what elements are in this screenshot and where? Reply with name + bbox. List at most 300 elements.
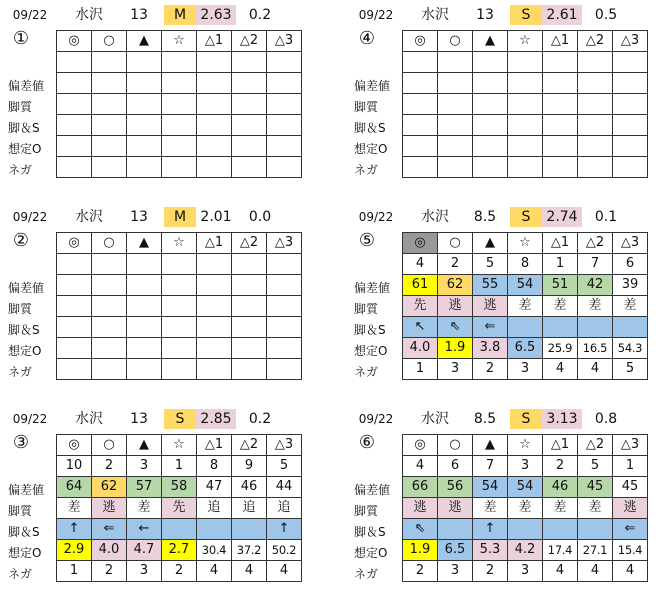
hensa-cell[interactable]: 64 [57, 477, 92, 498]
position-cell[interactable]: ↑ [57, 519, 92, 540]
nega-cell[interactable]: 3 [508, 561, 543, 582]
odds-cell[interactable]: 2.9 [57, 540, 92, 561]
horse-number-cell[interactable] [197, 254, 232, 275]
hensa-cell[interactable] [473, 73, 508, 94]
odds-cell[interactable] [197, 136, 232, 157]
hensa-cell[interactable] [267, 275, 302, 296]
nega-cell[interactable] [57, 359, 92, 380]
style-cell[interactable] [473, 94, 508, 115]
nega-cell[interactable] [473, 157, 508, 178]
position-cell[interactable] [162, 115, 197, 136]
hensa-cell[interactable]: 61 [403, 275, 438, 296]
style-cell[interactable]: 逃 [92, 498, 127, 519]
style-cell[interactable] [92, 94, 127, 115]
hensa-cell[interactable]: 44 [267, 477, 302, 498]
mark-cell[interactable]: △3 [267, 435, 302, 456]
nega-cell[interactable]: 2 [92, 561, 127, 582]
style-cell[interactable]: 差 [543, 296, 578, 317]
horse-number-cell[interactable]: 5 [578, 456, 613, 477]
position-cell[interactable] [92, 115, 127, 136]
odds-cell[interactable] [162, 338, 197, 359]
hensa-cell[interactable]: 46 [543, 477, 578, 498]
nega-cell[interactable] [267, 157, 302, 178]
horse-number-cell[interactable]: 6 [613, 254, 648, 275]
hensa-cell[interactable] [92, 73, 127, 94]
horse-number-cell[interactable]: 6 [438, 456, 473, 477]
hensa-cell[interactable]: 45 [578, 477, 613, 498]
position-cell[interactable] [232, 317, 267, 338]
odds-cell[interactable]: 37.2 [232, 540, 267, 561]
hensa-cell[interactable]: 54 [508, 275, 543, 296]
position-cell[interactable] [508, 115, 543, 136]
mark-cell[interactable]: ☆ [508, 233, 543, 254]
position-cell[interactable] [267, 317, 302, 338]
hensa-cell[interactable] [57, 73, 92, 94]
horse-number-cell[interactable]: 4 [403, 456, 438, 477]
odds-cell[interactable] [473, 136, 508, 157]
odds-cell[interactable] [613, 136, 648, 157]
horse-number-cell[interactable] [57, 52, 92, 73]
odds-cell[interactable] [127, 136, 162, 157]
horse-number-cell[interactable] [267, 254, 302, 275]
nega-cell[interactable]: 1 [403, 359, 438, 380]
horse-number-row [57, 456, 302, 477]
mark-cell[interactable]: △2 [232, 31, 267, 52]
nega-cell[interactable]: 1 [57, 561, 92, 582]
position-cell[interactable] [508, 317, 543, 338]
hensa-cell[interactable]: 55 [473, 275, 508, 296]
horse-number-cell[interactable] [403, 52, 438, 73]
mark-cell[interactable]: ◎ [403, 31, 438, 52]
horse-number-cell[interactable] [508, 52, 543, 73]
position-row [57, 115, 302, 136]
nega-cell[interactable] [57, 157, 92, 178]
position-cell[interactable] [92, 317, 127, 338]
nega-cell[interactable] [232, 157, 267, 178]
position-cell[interactable] [162, 519, 197, 540]
nega-cell[interactable] [438, 157, 473, 178]
hensa-cell[interactable]: 58 [162, 477, 197, 498]
position-cell[interactable] [613, 115, 648, 136]
horse-number-cell[interactable]: 8 [197, 456, 232, 477]
position-cell[interactable]: ⇐ [613, 519, 648, 540]
horse-number-cell[interactable]: 3 [127, 456, 162, 477]
nega-cell[interactable] [613, 157, 648, 178]
style-cell[interactable] [403, 94, 438, 115]
nega-cell[interactable]: 2 [473, 561, 508, 582]
mark-cell[interactable]: △2 [232, 435, 267, 456]
horse-number-cell[interactable]: 1 [162, 456, 197, 477]
odds-cell[interactable]: 6.5 [438, 540, 473, 561]
position-cell[interactable]: ↑ [267, 519, 302, 540]
nega-cell[interactable]: 3 [508, 359, 543, 380]
hensa-cell[interactable]: 42 [578, 275, 613, 296]
mark-cell[interactable]: ▲ [127, 31, 162, 52]
hensa-cell[interactable] [127, 73, 162, 94]
nega-cell[interactable] [127, 359, 162, 380]
nega-cell[interactable]: 4 [197, 561, 232, 582]
position-cell[interactable]: ↖ [403, 317, 438, 338]
nega-cell[interactable]: 2 [403, 561, 438, 582]
position-cell[interactable]: ⇖ [438, 317, 473, 338]
race-number: ⑥ [358, 432, 376, 453]
position-cell[interactable] [578, 519, 613, 540]
nega-cell[interactable]: 4 [578, 561, 613, 582]
horse-number-cell[interactable]: 5 [473, 254, 508, 275]
style-cell[interactable]: 差 [613, 296, 648, 317]
nega-cell[interactable]: 4 [613, 561, 648, 582]
hensa-cell[interactable] [543, 73, 578, 94]
style-cell[interactable]: 追 [197, 498, 232, 519]
nega-cell[interactable]: 2 [162, 561, 197, 582]
nega-cell[interactable]: 4 [543, 359, 578, 380]
odds-cell[interactable]: 25.9 [543, 338, 578, 359]
nega-cell[interactable]: 4 [232, 561, 267, 582]
odds-cell[interactable] [57, 338, 92, 359]
mark-cell[interactable]: △1 [197, 31, 232, 52]
style-cell[interactable] [613, 94, 648, 115]
odds-cell[interactable]: 17.4 [543, 540, 578, 561]
mark-cell[interactable]: △3 [267, 31, 302, 52]
hensa-cell[interactable] [508, 73, 543, 94]
style-cell[interactable] [162, 296, 197, 317]
position-cell[interactable] [578, 317, 613, 338]
horse-number-cell[interactable]: 1 [543, 254, 578, 275]
mark-cell[interactable]: ○ [438, 31, 473, 52]
mark-cell[interactable]: △1 [197, 435, 232, 456]
horse-number-cell[interactable] [162, 52, 197, 73]
horse-number-cell[interactable] [232, 254, 267, 275]
style-cell[interactable] [232, 296, 267, 317]
nega-cell[interactable] [92, 359, 127, 380]
mark-cell[interactable]: ○ [92, 435, 127, 456]
nega-cell[interactable]: 4 [543, 561, 578, 582]
style-cell[interactable]: 差 [578, 498, 613, 519]
horse-number-cell[interactable] [92, 254, 127, 275]
position-cell[interactable] [197, 115, 232, 136]
hensa-cell[interactable]: 39 [613, 275, 648, 296]
mark-cell[interactable]: ◎ [57, 31, 92, 52]
horse-number-cell[interactable]: 9 [232, 456, 267, 477]
style-cell[interactable] [162, 94, 197, 115]
position-cell[interactable] [438, 115, 473, 136]
horse-number-cell[interactable]: 7 [578, 254, 613, 275]
nega-cell[interactable]: 2 [473, 359, 508, 380]
odds-cell[interactable]: 15.4 [613, 540, 648, 561]
position-cell[interactable] [578, 115, 613, 136]
odds-cell[interactable] [162, 136, 197, 157]
horse-number-cell[interactable] [232, 52, 267, 73]
style-cell[interactable]: 逃 [473, 296, 508, 317]
odds-cell[interactable] [232, 338, 267, 359]
style-cell[interactable]: 差 [508, 498, 543, 519]
hensa-row [403, 275, 648, 296]
hensa-cell[interactable] [127, 275, 162, 296]
nega-cell[interactable] [197, 359, 232, 380]
position-cell[interactable] [543, 115, 578, 136]
position-cell[interactable]: ⇐ [473, 317, 508, 338]
odds-cell[interactable] [267, 136, 302, 157]
mark-cell[interactable]: ○ [92, 233, 127, 254]
position-cell[interactable] [438, 519, 473, 540]
odds-cell[interactable]: 4.0 [92, 540, 127, 561]
nega-cell[interactable] [578, 157, 613, 178]
odds-cell[interactable]: 1.9 [438, 338, 473, 359]
position-cell[interactable] [127, 115, 162, 136]
horse-number-cell[interactable]: 3 [508, 456, 543, 477]
odds-cell[interactable] [543, 136, 578, 157]
mark-cell[interactable]: ○ [438, 435, 473, 456]
nega-cell[interactable] [162, 157, 197, 178]
style-cell[interactable] [197, 296, 232, 317]
nega-cell[interactable] [403, 157, 438, 178]
mark-cell[interactable]: ○ [438, 233, 473, 254]
odds-cell[interactable] [403, 136, 438, 157]
mark-cell[interactable]: △1 [543, 31, 578, 52]
position-cell[interactable] [508, 519, 543, 540]
horse-number-cell[interactable]: 4 [403, 254, 438, 275]
horse-number-cell[interactable] [57, 254, 92, 275]
odds-cell[interactable]: 27.1 [578, 540, 613, 561]
position-cell[interactable] [162, 317, 197, 338]
mark-cell[interactable]: △3 [613, 31, 648, 52]
nega-cell[interactable] [127, 157, 162, 178]
style-cell[interactable]: 逃 [438, 498, 473, 519]
nega-cell[interactable]: 4 [267, 561, 302, 582]
position-cell[interactable] [57, 317, 92, 338]
mark-cell[interactable]: △1 [543, 233, 578, 254]
mark-cell[interactable]: △3 [267, 233, 302, 254]
mark-cell[interactable]: ☆ [508, 435, 543, 456]
mark-cell[interactable]: △2 [578, 233, 613, 254]
hensa-cell[interactable] [162, 73, 197, 94]
horse-number-cell[interactable]: 5 [267, 456, 302, 477]
horse-number-cell[interactable] [92, 52, 127, 73]
horse-number-cell[interactable] [543, 52, 578, 73]
style-cell[interactable]: 先 [162, 498, 197, 519]
hensa-cell[interactable] [92, 275, 127, 296]
nega-cell[interactable] [543, 157, 578, 178]
style-cell[interactable] [57, 94, 92, 115]
style-cell[interactable] [438, 94, 473, 115]
mark-cell[interactable]: △2 [578, 31, 613, 52]
nega-cell[interactable] [162, 359, 197, 380]
odds-cell[interactable] [92, 338, 127, 359]
odds-cell[interactable]: 2.7 [162, 540, 197, 561]
horse-number-cell[interactable]: 10 [57, 456, 92, 477]
position-cell[interactable] [473, 115, 508, 136]
nega-cell[interactable] [267, 359, 302, 380]
odds-cell[interactable]: 30.4 [197, 540, 232, 561]
odds-cell[interactable] [508, 136, 543, 157]
horse-number-cell[interactable] [267, 52, 302, 73]
mark-cell[interactable]: △3 [613, 233, 648, 254]
mark-cell[interactable]: ☆ [162, 31, 197, 52]
hensa-cell[interactable] [438, 73, 473, 94]
odds-cell[interactable] [57, 136, 92, 157]
horse-number-cell[interactable] [473, 52, 508, 73]
hensa-cell[interactable] [613, 73, 648, 94]
odds-cell[interactable] [92, 136, 127, 157]
style-cell[interactable]: 差 [127, 498, 162, 519]
odds-cell[interactable] [578, 136, 613, 157]
mark-cell[interactable]: △1 [197, 233, 232, 254]
horse-number-cell[interactable] [127, 254, 162, 275]
position-cell[interactable] [232, 519, 267, 540]
horse-number-cell[interactable] [578, 52, 613, 73]
hensa-cell[interactable] [197, 73, 232, 94]
row-label: 脚＆S [354, 121, 386, 135]
horse-number-cell[interactable]: 2 [438, 254, 473, 275]
style-cell[interactable]: 逃 [403, 498, 438, 519]
odds-cell[interactable]: 4.0 [403, 338, 438, 359]
nega-cell[interactable] [508, 157, 543, 178]
position-cell[interactable] [543, 317, 578, 338]
style-cell[interactable] [267, 94, 302, 115]
hensa-cell[interactable]: 54 [508, 477, 543, 498]
hensa-cell[interactable] [267, 73, 302, 94]
hensa-cell[interactable]: 51 [543, 275, 578, 296]
mark-cell[interactable]: △1 [543, 435, 578, 456]
hensa-cell[interactable]: 47 [197, 477, 232, 498]
odds-cell[interactable] [197, 338, 232, 359]
hensa-cell[interactable] [162, 275, 197, 296]
position-cell[interactable] [127, 317, 162, 338]
hensa-cell[interactable] [197, 275, 232, 296]
horse-number-cell[interactable] [162, 254, 197, 275]
style-cell[interactable]: 差 [578, 296, 613, 317]
hensa-cell[interactable] [578, 73, 613, 94]
style-cell[interactable] [543, 94, 578, 115]
nega-cell[interactable] [92, 157, 127, 178]
style-cell[interactable] [578, 94, 613, 115]
odds-cell[interactable] [267, 338, 302, 359]
odds-cell[interactable]: 1.9 [403, 540, 438, 561]
mark-cell[interactable]: ▲ [473, 233, 508, 254]
hensa-cell[interactable]: 54 [473, 477, 508, 498]
horse-number-cell[interactable] [127, 52, 162, 73]
odds-cell[interactable]: 3.8 [473, 338, 508, 359]
position-cell[interactable] [232, 115, 267, 136]
position-cell[interactable] [267, 115, 302, 136]
hensa-cell[interactable] [232, 73, 267, 94]
position-cell[interactable] [197, 519, 232, 540]
mark-cell[interactable]: ◎ [57, 435, 92, 456]
mark-cell[interactable]: ☆ [162, 435, 197, 456]
position-cell[interactable]: ← [127, 519, 162, 540]
mark-cell[interactable]: △2 [232, 233, 267, 254]
odds-cell[interactable] [232, 136, 267, 157]
style-cell[interactable]: 逃 [438, 296, 473, 317]
style-cell[interactable] [267, 296, 302, 317]
odds-cell[interactable] [127, 338, 162, 359]
mark-cell[interactable]: △3 [613, 435, 648, 456]
horse-number-cell[interactable]: 2 [543, 456, 578, 477]
horse-number-cell[interactable] [438, 52, 473, 73]
odds-cell[interactable]: 5.3 [473, 540, 508, 561]
position-cell[interactable] [613, 317, 648, 338]
horse-number-cell[interactable] [613, 52, 648, 73]
hensa-cell[interactable]: 62 [92, 477, 127, 498]
hensa-cell[interactable]: 62 [438, 275, 473, 296]
position-cell[interactable] [197, 317, 232, 338]
style-cell[interactable] [127, 94, 162, 115]
mark-cell[interactable]: ◎ [57, 233, 92, 254]
mark-cell[interactable]: ▲ [127, 233, 162, 254]
style-cell[interactable] [508, 94, 543, 115]
position-cell[interactable]: ⇐ [92, 519, 127, 540]
mark-cell[interactable]: ▲ [473, 435, 508, 456]
odds-cell[interactable]: 6.5 [508, 338, 543, 359]
style-cell[interactable]: 差 [543, 498, 578, 519]
horse-number-cell[interactable]: 1 [613, 456, 648, 477]
odds-cell[interactable] [438, 136, 473, 157]
mark-cell[interactable]: ◎ [403, 435, 438, 456]
mark-cell[interactable]: ◎ [403, 233, 438, 254]
horse-number-cell[interactable] [197, 52, 232, 73]
style-cell[interactable]: 差 [508, 296, 543, 317]
odds-cell[interactable]: 54.3 [613, 338, 648, 359]
nega-cell[interactable]: 5 [613, 359, 648, 380]
hensa-cell[interactable]: 46 [232, 477, 267, 498]
hensa-cell[interactable]: 66 [403, 477, 438, 498]
style-cell[interactable] [127, 296, 162, 317]
mark-cell[interactable]: △2 [578, 435, 613, 456]
hensa-cell[interactable] [57, 275, 92, 296]
style-cell[interactable]: 差 [57, 498, 92, 519]
position-cell[interactable]: ⇖ [403, 519, 438, 540]
odds-cell[interactable]: 4.7 [127, 540, 162, 561]
odds-cell[interactable]: 50.2 [267, 540, 302, 561]
mark-cell[interactable]: ▲ [473, 31, 508, 52]
horse-number-cell[interactable]: 7 [473, 456, 508, 477]
style-cell[interactable]: 先 [403, 296, 438, 317]
mark-cell[interactable]: ○ [92, 31, 127, 52]
nega-cell[interactable] [232, 359, 267, 380]
hensa-cell[interactable]: 45 [613, 477, 648, 498]
odds-row [57, 540, 302, 561]
hensa-cell[interactable] [232, 275, 267, 296]
style-cell[interactable]: 追 [267, 498, 302, 519]
style-cell[interactable]: 逃 [613, 498, 648, 519]
nega-cell[interactable] [197, 157, 232, 178]
hensa-cell[interactable]: 56 [438, 477, 473, 498]
hensa-cell[interactable]: 57 [127, 477, 162, 498]
odds-cell[interactable]: 4.2 [508, 540, 543, 561]
position-cell[interactable] [543, 519, 578, 540]
style-cell[interactable] [197, 94, 232, 115]
nega-cell[interactable]: 4 [578, 359, 613, 380]
nega-cell[interactable]: 3 [438, 561, 473, 582]
style-cell[interactable]: 差 [473, 498, 508, 519]
position-cell[interactable] [403, 115, 438, 136]
nega-cell[interactable]: 3 [438, 359, 473, 380]
horse-number-cell[interactable]: 2 [92, 456, 127, 477]
position-cell[interactable] [57, 115, 92, 136]
odds-cell[interactable]: 16.5 [578, 338, 613, 359]
style-cell[interactable] [57, 296, 92, 317]
style-cell[interactable] [232, 94, 267, 115]
position-cell[interactable]: ↑ [473, 519, 508, 540]
style-cell[interactable] [92, 296, 127, 317]
mark-cell[interactable]: ▲ [127, 435, 162, 456]
nega-cell[interactable]: 3 [127, 561, 162, 582]
mark-cell[interactable]: ☆ [508, 31, 543, 52]
horse-number-cell[interactable]: 8 [508, 254, 543, 275]
mark-cell[interactable]: ☆ [162, 233, 197, 254]
hensa-cell[interactable] [403, 73, 438, 94]
style-cell[interactable]: 追 [232, 498, 267, 519]
